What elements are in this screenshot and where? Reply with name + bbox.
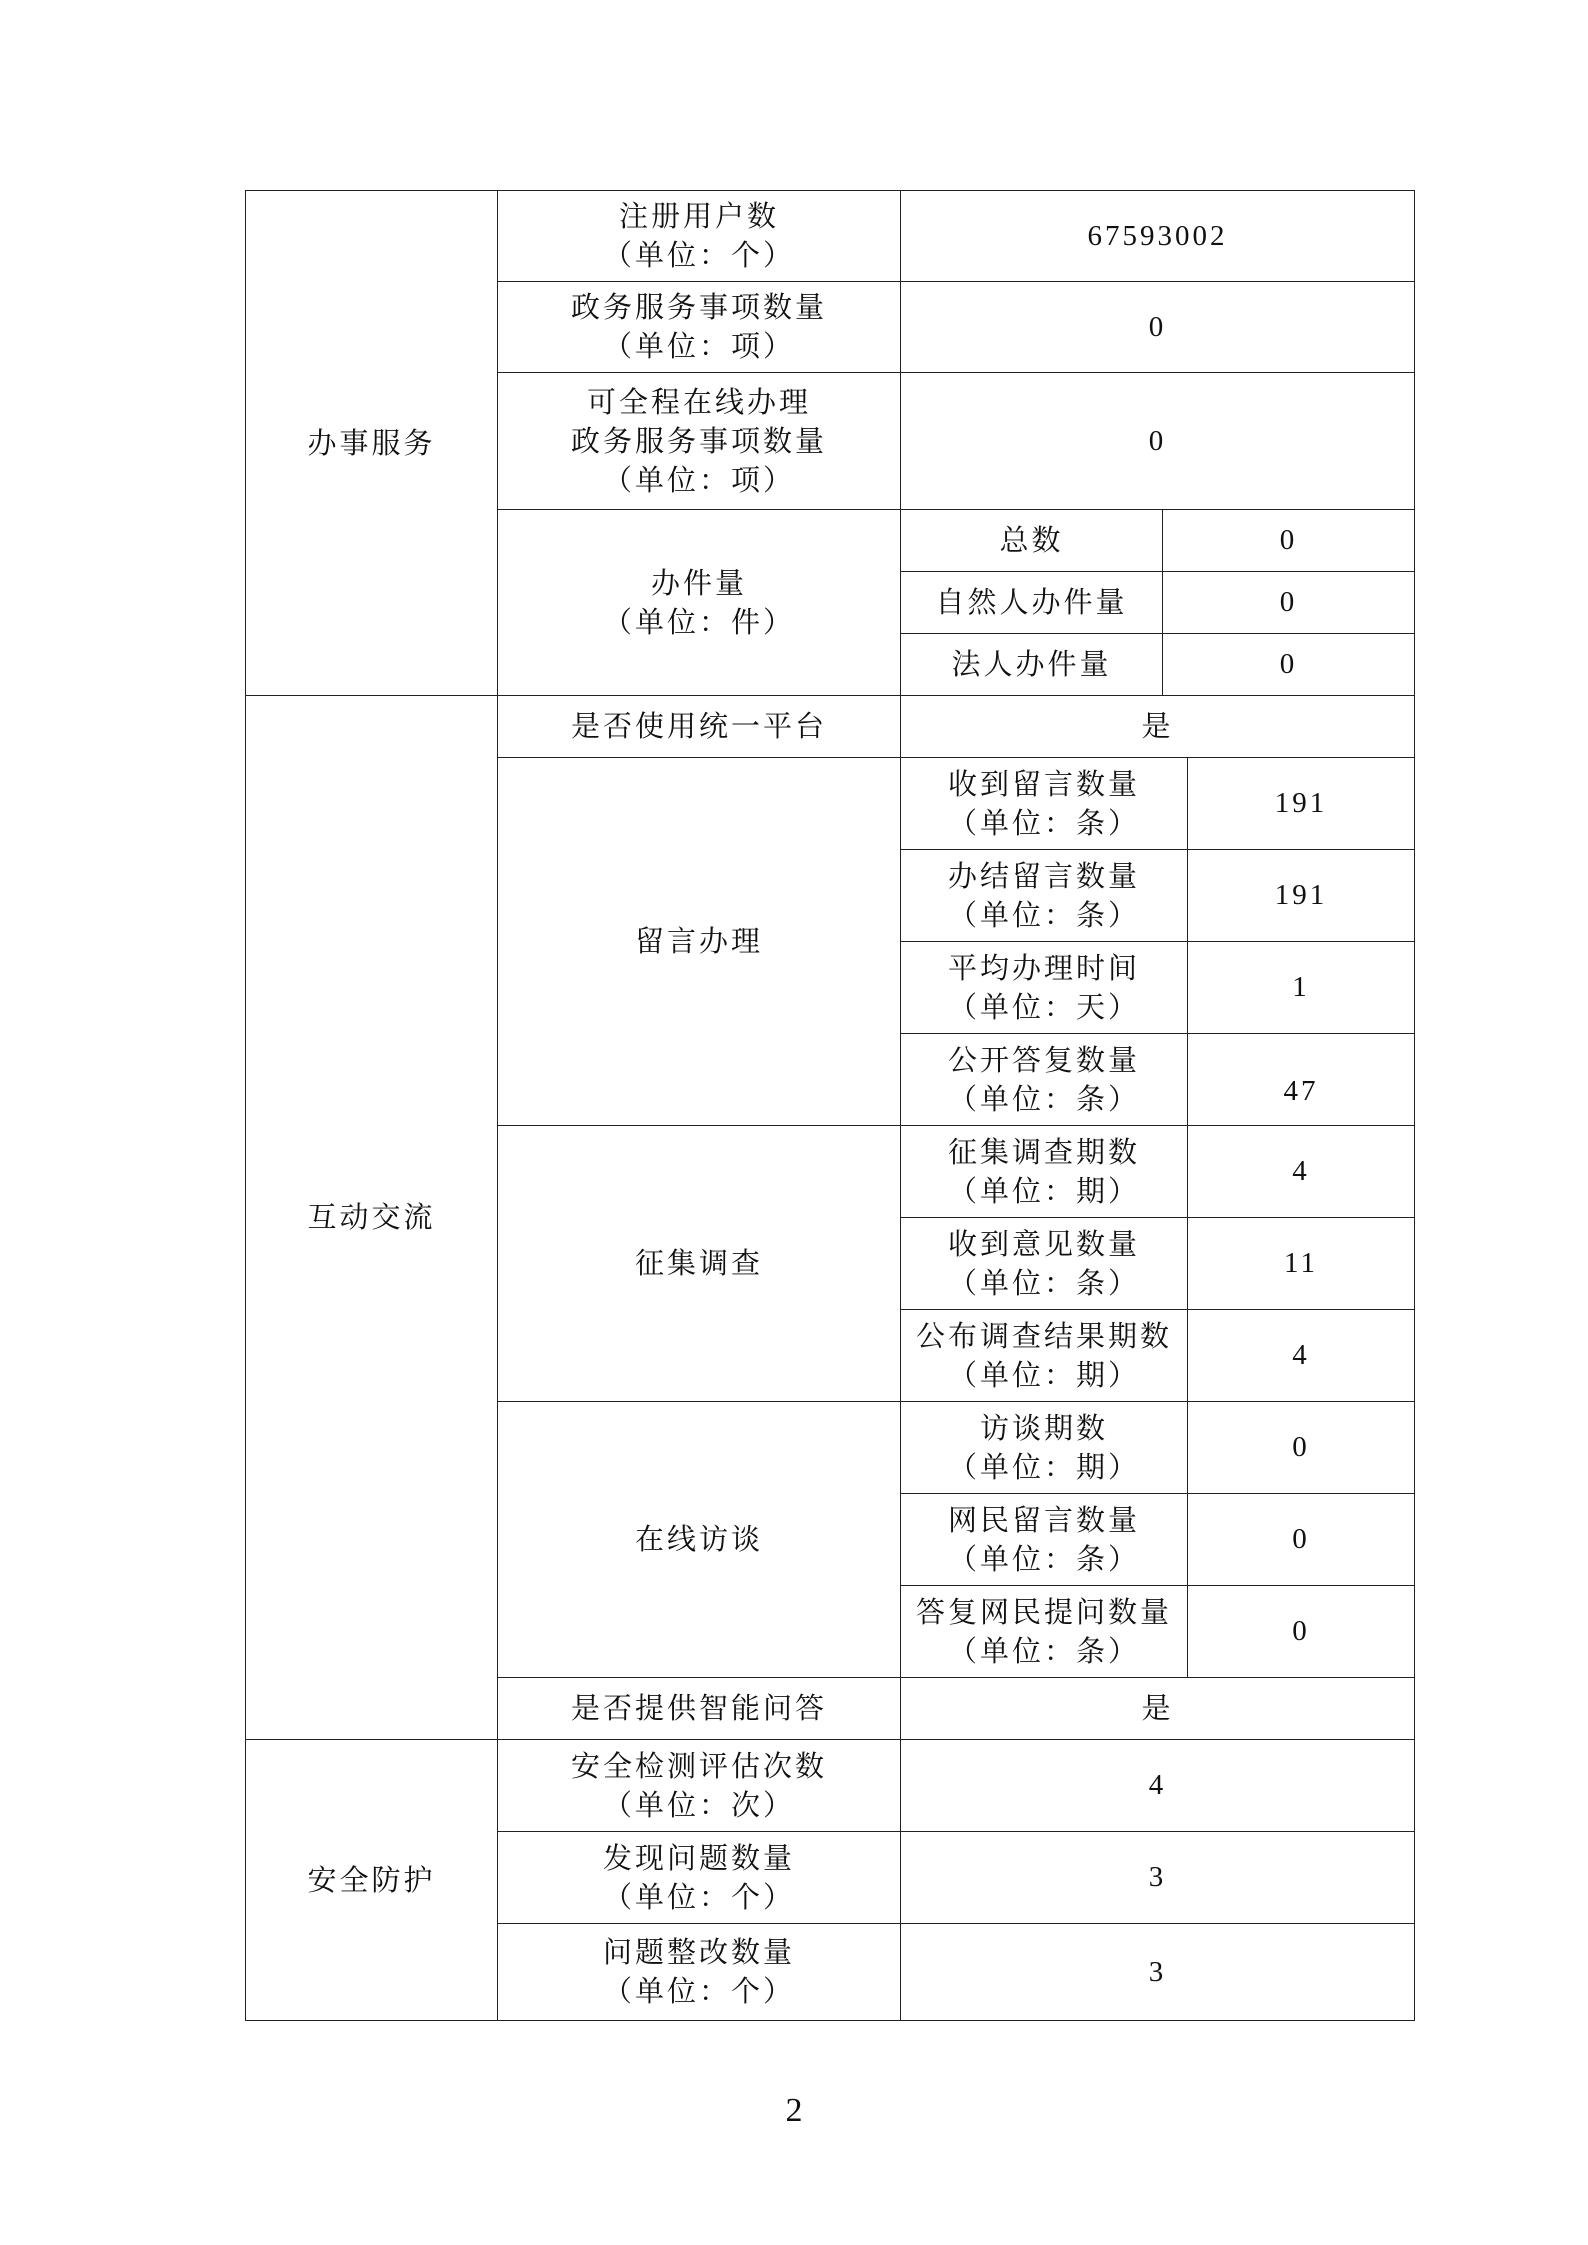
- volume-legal-person-value: 0: [1163, 634, 1415, 696]
- messages-received-label: 收到留言数量 （单位：条）: [901, 758, 1188, 850]
- netizen-answers-label: 答复网民提问数量 （单位：条）: [901, 1586, 1188, 1678]
- avg-handling-time-label: 平均办理时间 （单位：天）: [901, 942, 1188, 1034]
- section-label-banshi: 办事服务: [246, 191, 498, 696]
- table-row: [246, 696, 1415, 758]
- smart-qa-value: 是: [901, 1678, 1415, 1740]
- opinions-received-value: 11: [1188, 1218, 1415, 1310]
- issues-fixed-label: 问题整改数量 （单位：个）: [498, 1924, 901, 2021]
- security-assessments-label: 安全检测评估次数 （单位：次）: [498, 1740, 901, 1832]
- section-label-hudong: 互动交流: [246, 696, 498, 1740]
- opinions-received-label: 收到意见数量 （单位：条）: [901, 1218, 1188, 1310]
- volume-natural-person-label: 自然人办件量: [901, 572, 1163, 634]
- statistics-table: [245, 190, 1415, 2021]
- message-handling-label: 留言办理: [498, 758, 901, 1126]
- interview-periods-label: 访谈期数 （单位：期）: [901, 1402, 1188, 1494]
- volume-legal-person-label: 法人办件量: [901, 634, 1163, 696]
- issues-found-value: 3: [901, 1832, 1415, 1924]
- section-label-anquan: 安全防护: [246, 1740, 498, 2021]
- netizen-messages-label: 网民留言数量 （单位：条）: [901, 1494, 1188, 1586]
- survey-label: 征集调查: [498, 1126, 901, 1402]
- issues-found-label: 发现问题数量 （单位：个）: [498, 1832, 901, 1924]
- interview-periods-value: 0: [1188, 1402, 1415, 1494]
- volume-total-value: 0: [1163, 510, 1415, 572]
- netizen-messages-value: 0: [1188, 1494, 1415, 1586]
- survey-periods-value: 4: [1188, 1126, 1415, 1218]
- service-items-label: 政务服务事项数量 （单位：项）: [498, 282, 901, 373]
- registered-users-label: 注册用户数 （单位：个）: [498, 191, 901, 282]
- table-row: [246, 191, 1415, 282]
- messages-received-value: 191: [1188, 758, 1415, 850]
- volume-total-label: 总数: [901, 510, 1163, 572]
- messages-completed-label: 办结留言数量 （单位：条）: [901, 850, 1188, 942]
- online-interview-label: 在线访谈: [498, 1402, 901, 1678]
- public-replies-label: 公开答复数量 （单位：条）: [901, 1034, 1188, 1126]
- survey-results-value: 4: [1188, 1310, 1415, 1402]
- service-items-value: 0: [901, 282, 1415, 373]
- survey-periods-label: 征集调查期数 （单位：期）: [901, 1126, 1188, 1218]
- public-replies-value: 47: [1188, 1034, 1415, 1126]
- unified-platform-value: 是: [901, 696, 1415, 758]
- volume-label: 办件量 （单位：件）: [498, 510, 901, 696]
- unified-platform-label: 是否使用统一平台: [498, 696, 901, 758]
- survey-results-label: 公布调查结果期数 （单位：期）: [901, 1310, 1188, 1402]
- online-items-label: 可全程在线办理 政务服务事项数量 （单位：项）: [498, 373, 901, 510]
- security-assessments-value: 4: [901, 1740, 1415, 1832]
- table-row: [246, 1740, 1415, 1832]
- issues-fixed-value: 3: [901, 1924, 1415, 2021]
- page-number: 2: [785, 2092, 803, 2129]
- online-items-value: 0: [901, 373, 1415, 510]
- volume-natural-person-value: 0: [1163, 572, 1415, 634]
- netizen-answers-value: 0: [1188, 1586, 1415, 1678]
- messages-completed-value: 191: [1188, 850, 1415, 942]
- registered-users-value: 67593002: [901, 191, 1415, 282]
- smart-qa-label: 是否提供智能问答: [498, 1678, 901, 1740]
- avg-handling-time-value: 1: [1188, 942, 1415, 1034]
